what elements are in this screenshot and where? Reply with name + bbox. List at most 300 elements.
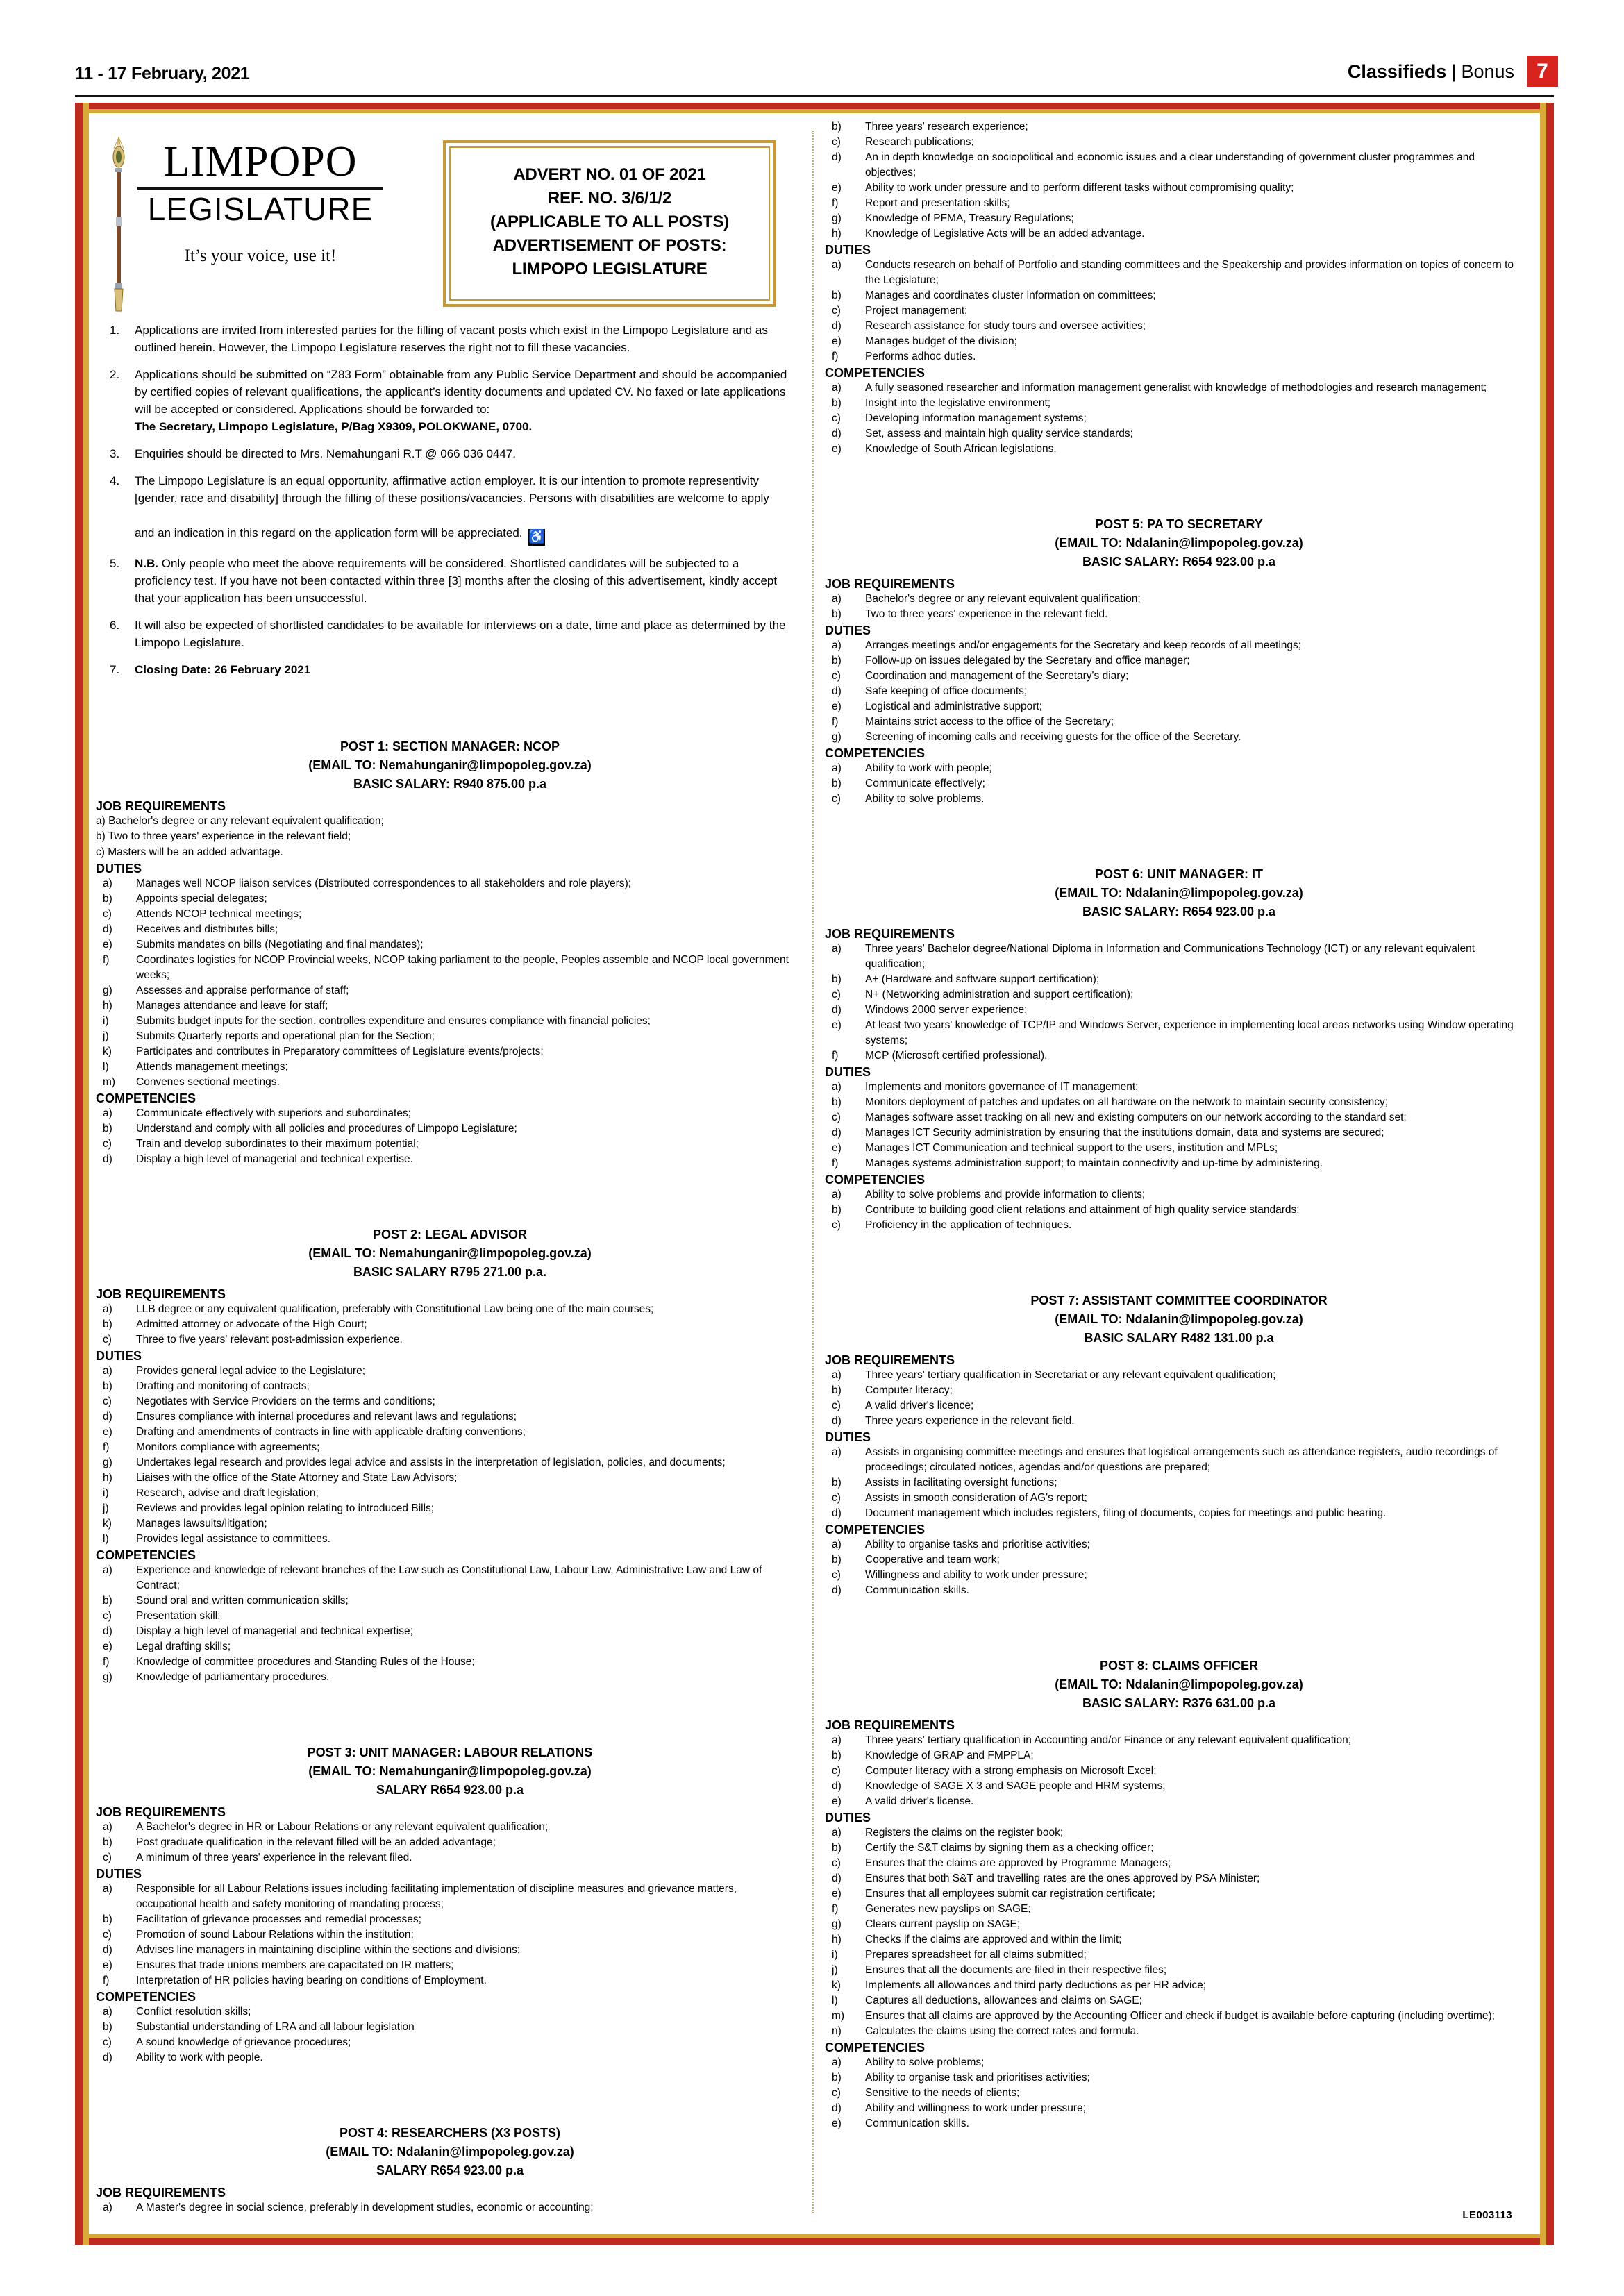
list-item-label: c) — [832, 1219, 841, 1231]
list-item-label: a) — [832, 593, 842, 605]
list-item-text: Facilitation of grievance processes and remedial processes; — [136, 1913, 421, 1926]
spacer — [96, 1703, 804, 1743]
post-2-heading — [96, 1225, 804, 1282]
logo-rule — [137, 187, 383, 190]
frame-border-left-gold — [83, 103, 89, 2245]
list-item-label: g) — [832, 1918, 842, 1930]
list-item-label: b) — [103, 893, 112, 905]
list-item-text: N+ (Networking administration and support certification); — [865, 989, 1134, 1000]
frame-border-bottom-gold — [75, 2234, 1554, 2238]
post-4-heading — [96, 2124, 804, 2180]
frame-border-top-gold — [75, 109, 1554, 113]
post-4-block — [96, 2084, 804, 2215]
list-item — [825, 684, 1533, 699]
list-item-label: e) — [832, 1795, 842, 1807]
duties-heading: DUTIES — [96, 1349, 142, 1364]
frame-border-top-red — [75, 103, 1554, 109]
frame-border-right-gold — [1540, 103, 1546, 2245]
logo-subtitle: LEGISLATURE — [147, 191, 374, 227]
job-requirements-list — [825, 1733, 1533, 1809]
list-item-label: e) — [103, 1959, 112, 1972]
list-item-label: k) — [832, 1979, 841, 1991]
intro-item-number: 3. — [110, 447, 120, 461]
post-salary: BASIC SALARY R795 271.00 p.a. — [353, 1265, 547, 1280]
list-item-label: b) — [103, 1836, 112, 1849]
list-item-text: Knowledge of South African legislations. — [865, 443, 1057, 455]
list-item-label: b) — [832, 1477, 842, 1489]
list-item — [825, 592, 1533, 607]
list-item-label: b) — [832, 1204, 842, 1216]
list-item-label: c) — [103, 1396, 112, 1408]
list-item-text: Set, assess and maintain high quality service standards; — [865, 428, 1133, 439]
list-item — [96, 876, 804, 891]
list-item-text: Ensures that both S&T and travelling rates are the ones approved by PSA Minister; — [865, 1872, 1260, 1884]
list-item-label: d) — [832, 151, 842, 163]
list-item-text: Windows 2000 server experience; — [865, 1004, 1028, 1016]
list-item-label: a) — [103, 1564, 112, 1577]
list-item — [825, 1003, 1533, 1018]
list-item-label: a) — [103, 1821, 112, 1834]
list-item — [825, 1095, 1533, 1110]
post-email: (EMAIL TO: Ndalanin@limpopoleg.gov.za) — [1055, 1677, 1303, 1691]
job-requirements-heading: JOB REQUIREMENTS — [96, 799, 226, 814]
list-item — [825, 150, 1533, 181]
list-item — [825, 1825, 1533, 1841]
list-item — [825, 303, 1533, 319]
list-item-label: m) — [103, 1076, 116, 1089]
list-item — [825, 1978, 1533, 1993]
list-item — [96, 1059, 804, 1075]
logo-tagline: It’s your voice, use it! — [184, 246, 337, 266]
list-item-label: c) — [832, 1492, 841, 1504]
post-2-block — [96, 1185, 804, 1685]
competencies-list — [825, 761, 1533, 807]
post-title: POST 5: PA TO SECRETARY — [1095, 517, 1263, 531]
list-item-text: Computer literacy; — [865, 1384, 953, 1396]
list-item-label: a) — [832, 2056, 842, 2068]
list-item — [825, 1748, 1533, 1763]
list-item — [96, 1958, 804, 1973]
list-item-text: Communicate effectively; — [865, 778, 985, 789]
list-item-label: c) — [103, 1334, 112, 1346]
list-item-text: Knowledge of GRAP and FMPPLA; — [865, 1750, 1034, 1761]
list-item — [825, 1475, 1533, 1491]
list-item — [96, 1470, 804, 1486]
list-item — [825, 1856, 1533, 1871]
list-item-label: b) — [832, 1842, 842, 1854]
list-item-text: Conflict resolution skills; — [136, 2006, 251, 2018]
list-item-label: d) — [103, 1944, 112, 1956]
post-salary: BASIC SALARY R482 131.00 p.a — [1084, 1331, 1274, 1345]
list-item-label: f) — [832, 351, 839, 362]
list-item-text: Communication skills. — [865, 2118, 969, 2129]
page-number-badge: 7 — [1527, 56, 1558, 87]
list-item — [96, 1409, 804, 1425]
list-item-label: a) — [103, 1303, 112, 1316]
list-item — [825, 1080, 1533, 1095]
list-item-label: f) — [832, 1157, 839, 1169]
spacer — [96, 1185, 804, 1225]
list-item-label: a) — [832, 1081, 842, 1093]
list-item — [96, 1486, 804, 1501]
list-item — [825, 2024, 1533, 2039]
list-item-label: e) — [832, 1142, 842, 1154]
list-item — [825, 334, 1533, 349]
list-item-text: Monitors deployment of patches and updates on all hardware on the network to maintain security consistency; — [865, 1096, 1389, 1108]
intro-item-text: It will also be expected of shortlisted candidates to be available for interviews on a date, time and place as determined by the Limpopo Legislature. — [135, 619, 786, 650]
right-column — [825, 119, 1533, 2131]
list-item-text: Communication skills. — [865, 1584, 969, 1596]
duties-list — [96, 1364, 804, 1547]
list-item-label: a) — [103, 2006, 112, 2018]
list-item-text: Research publications; — [865, 136, 974, 148]
list-item-label: b) — [103, 1318, 112, 1331]
intro-item-number: 6. — [110, 619, 120, 632]
competencies-heading: COMPETENCIES — [96, 1548, 196, 1563]
list-item-label: b) — [832, 608, 842, 620]
list-item-label: d) — [832, 1507, 842, 1519]
list-item-label: j) — [103, 1502, 109, 1515]
intro-item-text: Closing Date: 26 February 2021 — [135, 663, 311, 677]
list-item-label: a) — [832, 259, 842, 271]
list-item-text: Screening of incoming calls and receiving guests for the office of the Secretary. — [865, 731, 1241, 743]
list-item-text: Promotion of sound Labour Relations within the institution; — [136, 1929, 414, 1941]
list-item — [96, 922, 804, 937]
competencies-heading: COMPETENCIES — [96, 1091, 196, 1106]
list-item-label: a) — [832, 943, 842, 955]
list-item — [825, 1156, 1533, 1171]
list-item-label: e) — [832, 1888, 842, 1900]
list-item — [96, 1670, 804, 1685]
list-item-label: b) — [832, 290, 842, 301]
post-4-continued-block — [825, 119, 1533, 457]
post-7-block — [825, 1251, 1533, 1598]
list-item — [825, 1763, 1533, 1779]
spacer — [96, 2084, 804, 2124]
list-item-label: e) — [103, 939, 112, 951]
list-item-label: c) — [832, 1400, 841, 1411]
list-item-text: Prepares spreadsheet for all claims submitted; — [865, 1949, 1087, 1961]
list-item — [825, 426, 1533, 442]
list-item — [96, 1654, 804, 1670]
list-item-text: MCP (Microsoft certified professional). — [865, 1050, 1048, 1062]
list-item-label: d) — [832, 685, 842, 697]
list-item-text: Submits Quarterly reports and operational plan for the Section; — [136, 1030, 435, 1043]
advert-number-inner — [449, 146, 770, 301]
list-item — [825, 1932, 1533, 1947]
list-item-label: b) — [103, 1123, 112, 1135]
list-item-text: Attends NCOP technical meetings; — [136, 908, 302, 921]
list-item — [825, 1886, 1533, 1902]
intro-item — [101, 322, 804, 357]
logo-title: LIMPOPO — [163, 138, 358, 185]
job-requirements-list — [825, 1368, 1533, 1429]
list-item-label: d) — [832, 1127, 842, 1139]
list-item-text: Ability to solve problems. — [865, 793, 985, 805]
list-item — [825, 1445, 1533, 1475]
list-item — [825, 1963, 1533, 1978]
list-item-label: g) — [832, 212, 842, 224]
list-item-text: Manages systems administration support; to maintain connectivity and up-time by administering. — [865, 1157, 1323, 1169]
list-item — [96, 937, 804, 953]
list-item-label: a) — [832, 1446, 842, 1458]
list-item-label: f) — [103, 954, 110, 966]
list-item — [825, 791, 1533, 807]
list-item — [825, 1537, 1533, 1552]
list-item — [825, 987, 1533, 1003]
list-item-label: a) — [103, 1365, 112, 1377]
list-item-label: c) — [103, 1929, 112, 1941]
post-title: POST 3: UNIT MANAGER: LABOUR RELATIONS — [307, 1745, 593, 1760]
list-item-text: Submits budget inputs for the section, controlles expenditure and ensures compliance with financial policies; — [136, 1015, 651, 1028]
list-item-text: Manages and coordinates cluster information on committees; — [865, 290, 1156, 301]
competencies-list — [96, 2004, 804, 2065]
post-3-heading — [96, 1743, 804, 1800]
intro-item — [101, 446, 804, 463]
list-item-label: b) — [832, 121, 842, 133]
list-item-label: n) — [832, 2025, 842, 2037]
list-item — [96, 1882, 804, 1912]
section-primary-label: Classifieds — [1347, 61, 1447, 82]
list-item-label: a) — [832, 1189, 842, 1200]
list-item-label: a) — [832, 639, 842, 651]
list-item — [96, 983, 804, 998]
list-item — [96, 1106, 804, 1121]
list-item — [96, 1639, 804, 1654]
list-item — [96, 1912, 804, 1927]
list-item-text: Registers the claims on the register book; — [865, 1827, 1064, 1838]
list-item-text: Knowledge of PFMA, Treasury Regulations; — [865, 212, 1074, 224]
list-item-text: Post graduate qualification in the relevant filled will be an added advantage; — [136, 1836, 496, 1849]
competencies-list — [825, 380, 1533, 457]
list-item-label: c) — [103, 1610, 112, 1623]
list-item-text: Report and presentation skills; — [865, 197, 1010, 209]
list-item — [825, 1414, 1533, 1429]
list-item-label: c) — [103, 908, 112, 921]
list-item-text: Document management which includes registers, filing of documents, copies for meetings and public hearing. — [865, 1507, 1387, 1519]
list-item-text: Assists in smooth consideration of AG's report; — [865, 1492, 1087, 1504]
list-item — [825, 972, 1533, 987]
list-item-text: A minimum of three years' experience in the relevant filed. — [136, 1852, 412, 1864]
list-item-text: Display a high level of managerial and technical expertise. — [136, 1153, 413, 1166]
list-item-label: b) — [832, 2072, 842, 2084]
post-title: POST 8: CLAIMS OFFICER — [1099, 1659, 1258, 1673]
header-rule — [75, 95, 1554, 97]
list-item — [96, 1152, 804, 1167]
list-item — [825, 1383, 1533, 1398]
list-item-text: Three years' research experience; — [865, 121, 1028, 133]
list-item-text: Coordination and management of the Secretary's diary; — [865, 670, 1129, 682]
list-item-text: Implements all allowances and third party deductions as per HR advice; — [865, 1979, 1207, 1991]
list-item-text: Manages software asset tracking on all new and existing computers on our network according to the standard set; — [865, 1112, 1407, 1123]
list-item — [825, 1018, 1533, 1048]
list-item-label: d) — [103, 1153, 112, 1166]
list-item — [96, 1121, 804, 1137]
advert-applicability: (APPLICABLE TO ALL POSTS) — [490, 212, 729, 232]
list-item-label: i) — [832, 1949, 838, 1961]
list-item-label: l) — [103, 1533, 109, 1545]
list-item-text: Safe keeping of office documents; — [865, 685, 1028, 697]
list-item-text: Research, advise and draft legislation; — [136, 1487, 319, 1500]
advert-reference-number: REF. NO. 3/6/1/2 — [547, 189, 672, 208]
advert-frame — [75, 103, 1554, 2245]
list-item-text: A sound knowledge of grievance procedures; — [136, 2036, 351, 2049]
list-item-text: Negotiates with Service Providers on the terms and conditions; — [136, 1396, 435, 1408]
intro-item — [101, 555, 804, 607]
list-item-label: g) — [103, 1671, 112, 1684]
list-item-text: Implements and monitors governance of IT management; — [865, 1081, 1139, 1093]
list-item-label: e) — [832, 443, 842, 455]
list-item-text: Admitted attorney or advocate of the High Court; — [136, 1318, 367, 1331]
list-item-text: Captures all deductions, allowances and claims on SAGE; — [865, 1995, 1142, 2006]
list-item — [825, 1733, 1533, 1748]
list-item — [96, 1029, 804, 1044]
job-requirements-list — [96, 814, 804, 860]
list-item-text: Drafting and amendments of contracts in line with applicable drafting conventions; — [136, 1426, 526, 1439]
list-item-text: Ensures that all claims are approved by the Accounting Officer and check if budget is available before capturing (including overtime); — [865, 2010, 1495, 2022]
list-item-text: Cooperative and team work; — [865, 1554, 1000, 1566]
list-item-text: Checks if the claims are approved and within the limit; — [865, 1934, 1122, 1945]
list-item-text: Assists in organising committee meetings and ensures that logistical arrangements such as attendance registers, audio recordings of proceedings; circulated notices, agendas and/or questions are prepared; — [865, 1446, 1498, 1473]
list-item-label: b) — [832, 973, 842, 985]
list-item-text: Three years' Bachelor degree/National Diploma in Information and Communications Technology (ICT) or any relevant equivalent qualification; — [865, 943, 1475, 970]
list-item-label: a) — [103, 2202, 112, 2214]
list-item-text: Arranges meetings and/or engagements for the Secretary and keep records of all meetings; — [865, 639, 1302, 651]
list-item-text: Logistical and administrative support; — [865, 701, 1043, 712]
list-item-text: Provides legal assistance to committees. — [136, 1533, 330, 1545]
list-item-text: Ability and willingness to work under pressure; — [865, 2102, 1086, 2114]
list-item — [825, 258, 1533, 288]
list-item — [825, 1871, 1533, 1886]
list-item-text: Submits mandates on bills (Negotiating and final mandates); — [136, 939, 424, 951]
list-item — [96, 998, 804, 1014]
job-requirements-heading: JOB REQUIREMENTS — [825, 927, 955, 941]
spacer — [825, 825, 1533, 865]
list-item — [96, 1044, 804, 1059]
list-item-label: c) — [103, 1852, 112, 1864]
list-item — [825, 2009, 1533, 2024]
list-item — [825, 1187, 1533, 1203]
list-item-text: Ensures that all employees submit car registration certificate; — [865, 1888, 1155, 1900]
intro-item-text: N.B. Only people who meet the above requirements will be considered. Shortlisted candidates will be subjected to a proficiency test. If you have not been contacted within three [3] months after the closing of this advertisement, kindly accept that your application has been unsuccessful. — [135, 557, 778, 605]
list-item — [825, 2055, 1533, 2070]
list-item-label: d) — [103, 1625, 112, 1638]
list-item-text: Undertakes legal research and provides legal advice and assists in the interpretation of legislation, policies, and documents; — [136, 1457, 726, 1469]
list-item-text: Reviews and provides legal opinion relating to introduced Bills; — [136, 1502, 435, 1515]
list-item — [96, 2004, 804, 2020]
duties-list — [96, 876, 804, 1090]
list-item-text: Manages well NCOP liaison services (Distributed correspondences to all stakeholders and role players); — [136, 878, 632, 890]
post-salary: SALARY R654 923.00 p.a — [376, 2163, 524, 2178]
list-item — [96, 1425, 804, 1440]
list-item-text: Monitors compliance with agreements; — [136, 1441, 320, 1454]
post-1-block — [96, 697, 804, 1167]
list-item — [825, 669, 1533, 684]
list-item-label: a) — [832, 762, 842, 774]
list-item — [96, 1317, 804, 1332]
list-item — [96, 1835, 804, 1850]
list-item — [96, 1455, 804, 1470]
job-requirements-heading: JOB REQUIREMENTS — [825, 1353, 955, 1367]
list-item — [825, 119, 1533, 135]
list-item — [825, 396, 1533, 411]
list-item-label: b) — [832, 655, 842, 667]
list-item-label: b) — [103, 1913, 112, 1926]
post-title: POST 6: UNIT MANAGER: IT — [1095, 867, 1263, 881]
list-item-label: c) — [832, 2087, 841, 2099]
post-email: (EMAIL TO: Nemahunganir@limpopoleg.gov.za) — [308, 1246, 592, 1261]
list-item — [96, 1440, 804, 1455]
list-item-text: Ability to work with people. — [136, 2052, 263, 2064]
intro-item — [101, 617, 804, 652]
list-item-text: Follow-up on issues delegated by the Secretary and office manager; — [865, 655, 1190, 667]
list-item-label: d) — [832, 428, 842, 439]
list-item — [825, 638, 1533, 653]
post-5-heading — [825, 515, 1533, 571]
list-item-text: Advises line managers in maintaining discipline within the sections and divisions; — [136, 1944, 521, 1956]
list-item — [825, 1552, 1533, 1568]
list-item — [96, 1593, 804, 1609]
list-item-text: Ability to organise task and prioritises activities; — [865, 2072, 1090, 2084]
list-item — [96, 1501, 804, 1516]
job-requirements-list — [825, 592, 1533, 622]
post-6-heading — [825, 865, 1533, 921]
list-item-text: Participates and contributes in Preparatory committees of Legislature events/projects; — [136, 1046, 544, 1058]
competencies-list — [825, 1187, 1533, 1233]
duties-list — [96, 1882, 804, 1988]
intro-item-text: Applications should be submitted on “Z83 Form” obtainable from any Public Service Department and should be accompanied by certified copies of relevant qualifications, the applicant’s identity documents and updated CV. No faxed or late applications will be accepted or considered. Applications should be forwarded to: The Secretary, Limpopo Legislature, P/Bag X9309, POLOKWANE, 0700. — [135, 368, 787, 434]
post-6-block — [825, 825, 1533, 1233]
list-item-text: Certify the S&T claims by signing them as a checking officer; — [865, 1842, 1154, 1854]
list-item-label: d) — [832, 2102, 842, 2114]
list-item — [825, 181, 1533, 196]
post-email: (EMAIL TO: Ndalanin@limpopoleg.gov.za) — [326, 2145, 574, 2159]
list-item-text: Presentation skill; — [136, 1610, 221, 1623]
list-item-text: Knowledge of committee procedures and Standing Rules of the House; — [136, 1656, 475, 1668]
post-title: POST 4: RESEARCHERS (X3 POSTS) — [339, 2126, 561, 2140]
list-item — [96, 1850, 804, 1866]
list-item-text: An in depth knowledge on sociopolitical and economic issues and a clear understanding of government cluster programmes and objectives; — [865, 151, 1475, 178]
duties-heading: DUTIES — [96, 862, 142, 876]
intro-item-text: Applications are invited from interested parties for the filling of vacant posts which exist in the Limpopo Legislature and as outlined herein. However, the Limpopo Legislature reserves the right not to fill these vacancies. — [135, 324, 768, 355]
list-item-label: e) — [832, 182, 842, 194]
list-item-label: b) — [832, 1384, 842, 1396]
post-title: POST 2: LEGAL ADVISOR — [372, 1227, 528, 1242]
list-item: c) Masters will be an added advantage. — [96, 846, 283, 858]
list-item-text: Responsible for all Labour Relations issues including facilitating implementation of discipline measures and grievance matters, occupational health and safety monitoring of mandating process; — [136, 1883, 737, 1911]
list-item-label: m) — [832, 2010, 845, 2022]
list-item-text: Clears current payslip on SAGE; — [865, 1918, 1021, 1930]
list-item — [825, 349, 1533, 364]
list-item-text: Convenes sectional meetings. — [136, 1076, 280, 1089]
list-item — [96, 891, 804, 907]
competencies-heading: COMPETENCIES — [825, 366, 926, 380]
list-item-text: Attends management meetings; — [136, 1061, 288, 1073]
list-item-label: b) — [832, 1554, 842, 1566]
competencies-list — [96, 1563, 804, 1685]
left-column — [96, 119, 804, 2215]
list-item-label: g) — [832, 731, 842, 743]
duties-list — [825, 1445, 1533, 1521]
competencies-list — [825, 1537, 1533, 1598]
list-item-text: Understand and comply with all policies and procedures of Limpopo Legislature; — [136, 1123, 517, 1135]
list-item-text: Manages lawsuits/litigation; — [136, 1518, 267, 1530]
list-item-label: c) — [832, 1765, 841, 1777]
list-item-label: d) — [103, 923, 112, 936]
list-item-text: Interpretation of HR policies having bearing on conditions of Employment. — [136, 1975, 487, 1987]
list-item-label: a) — [832, 1827, 842, 1838]
job-requirements-list — [96, 1820, 804, 1866]
